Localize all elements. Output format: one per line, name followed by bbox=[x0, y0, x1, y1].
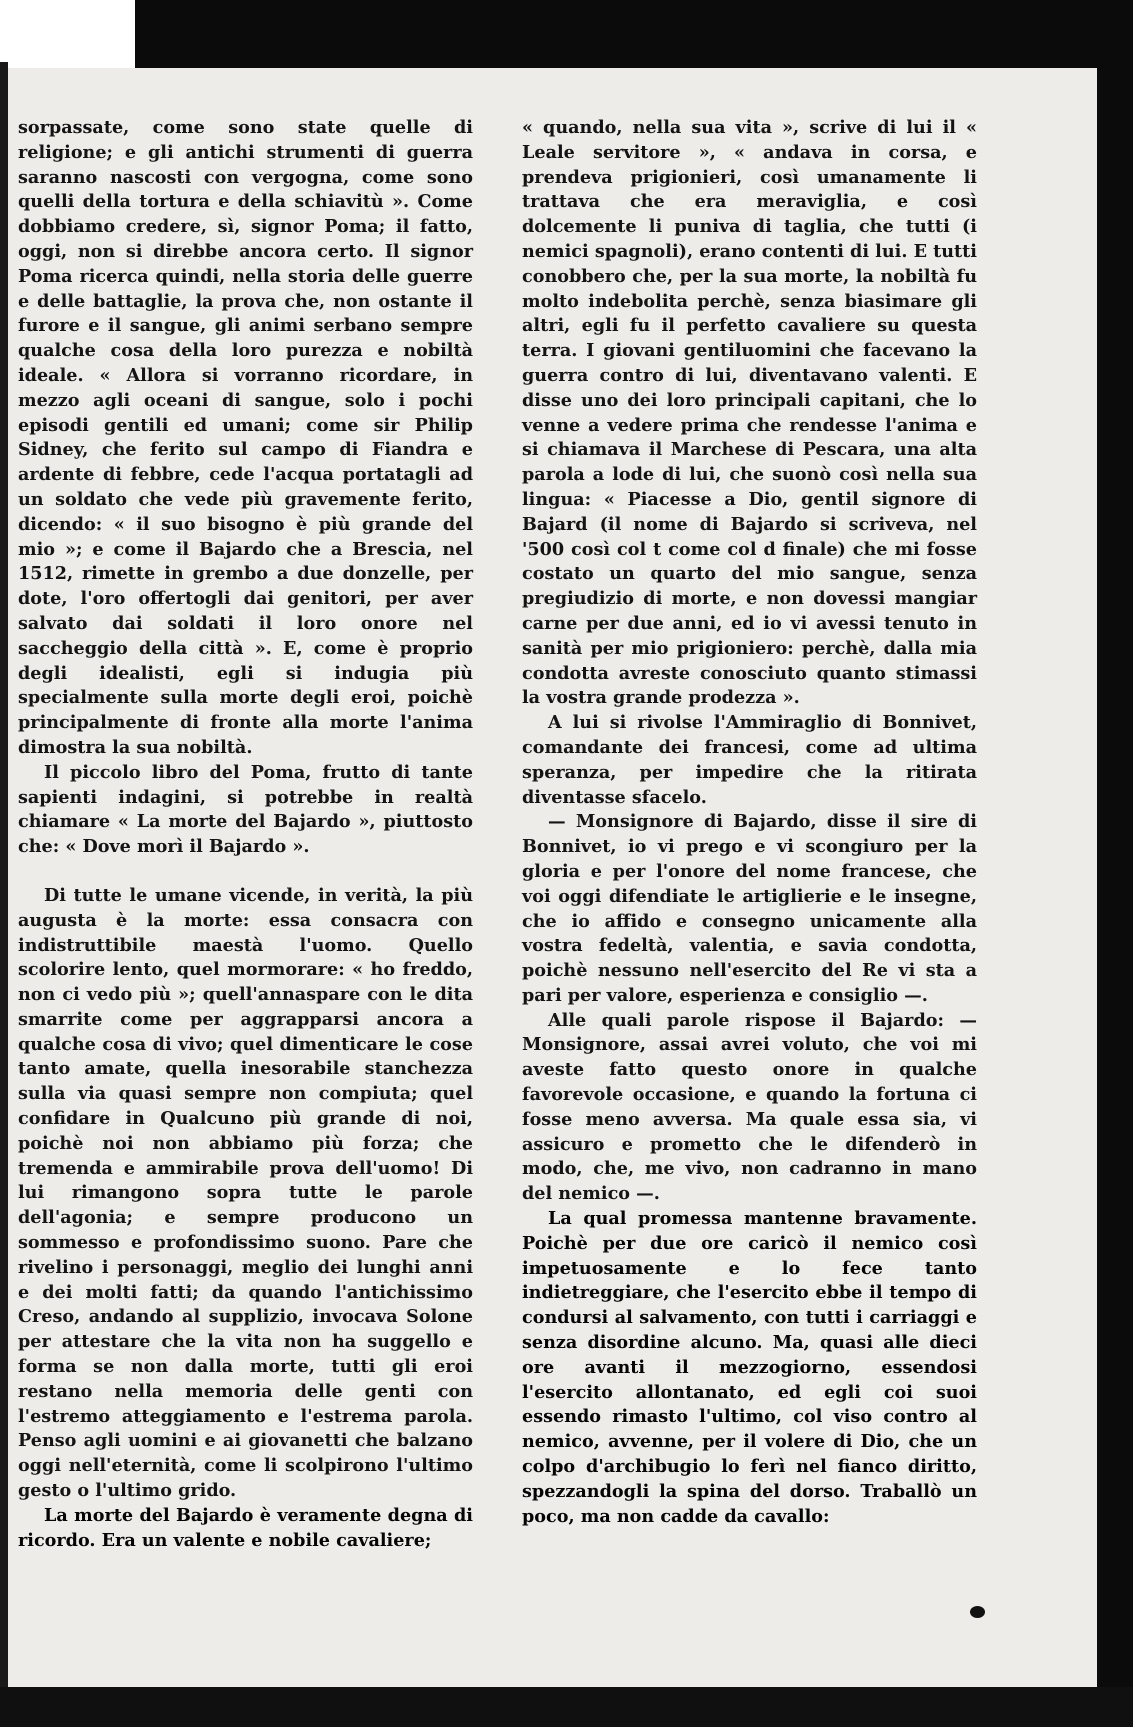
ink-mark bbox=[970, 1606, 985, 1618]
right-paragraph-5: La qual promessa mantenne bravamente. Poichè per due ore caricò il nemico così impetuosamente e lo fece tanto indietreggiare, che l'esercito ebbe il tempo di condursi al salvamento, con tutti i carriaggi e senza disordine alcuno. Ma, quasi alle dieci ore avanti il mezzogiorno, essendosi l'esercito allontanato, ed egli coi suoi essendo rimasto l'ultimo, col viso contro al nemico, avvenne, per il volere di Dio, che un colpo d'archibugio lo ferì nel fianco diritto, spezzandogli la spina del dorso. Traballò un poco, ma non cadde da cavallo: bbox=[522, 1208, 977, 1527]
right-paragraph-4: Alle quali parole rispose il Bajardo: — Monsignore, assai avrei voluto, che voi mi aveste fatto questo onore in qualche favorevole occasione, e quando la fortuna ci fosse meno avversa. Ma quale essa sia, vi assicuro e prometto che le difenderò in modo, che, me vivo, non cadranno in mano del nemico —. bbox=[522, 1009, 977, 1205]
right-paragraph-2: A lui si rivolse l'Ammiraglio di Bonnivet, comandante dei francesi, come ad ultima speranza, per impedire che la ritirata diventasse sfacelo. bbox=[522, 712, 977, 808]
left-paragraph-1: sorpassate, come sono state quelle di religione; e gli antichi strumenti di guerra saranno nascosti con vergogna, come sono quelli della tortura e della schiavitù ». Come dobbiamo credere, sì, signor Poma; il fatto, oggi, non si direbbe ancora certo. Il signor Poma ricerca quindi, nella storia delle guerre e delle battaglie, la prova che, non ostante il furore e il sangue, gli animi serbano sempre qualche cosa della loro purezza e nobiltà ideale. « Allora si vorranno ricordare, in mezzo agli oceani di sangue, solo i pochi episodi gentili ed umani; come sir Philip Sidney, che ferito sul campo di Fiandra e ardente di febbre, cede l'acqua portatagli ad un soldato che vede più gravemente ferito, dicendo: « il suo bisogno è più grande del mio »; e come il Bajardo che a Brescia, nel 1512, rimette in grembo a due donzelle, per dote, l'oro offertogli dai genitori, per aver salvato dai soldati il loro onore nel saccheggio della città ». E, come è proprio degli idealisti, egli si indugia più specialmente sulla morte degli eroi, poichè principalmente di fronte alla morte l'anima dimostra la sua nobiltà. bbox=[18, 117, 473, 758]
left-paragraph-2: Il piccolo libro del Poma, frutto di tante sapienti indagini, si potrebbe in realtà chiamare « La morte del Bajardo », piuttosto che: « Dove morì il Bajardo ». bbox=[18, 761, 473, 858]
scan-right-border bbox=[1097, 0, 1133, 1727]
left-paragraph-4: La morte del Bajardo è veramente degna di ricordo. Era un valente e nobile cavaliere; bbox=[18, 1504, 473, 1551]
right-paragraph-3: — Monsignore di Bajardo, disse il sire di Bonnivet, io vi prego e vi scongiuro per la gloria e per l'onore del nome francese, che voi oggi difendiate le artiglierie e le insegne, che io affido e consegno unicamente alla vostra fedeltà, valentia, e savia condotta, poichè nessuno nell'esercito del Re vi sta a pari per valore, esperienza e consiglio —. bbox=[522, 811, 977, 1006]
left-column bbox=[18, 116, 473, 1553]
scanned-page bbox=[8, 68, 1097, 1687]
scan-left-border bbox=[0, 62, 8, 1727]
right-column bbox=[522, 116, 977, 1529]
right-paragraph-1: « quando, nella sua vita », scrive di lui il « Leale servitore », « andava in corsa, e prendeva prigionieri, così umanamente li trattava che era meraviglia, e così dolcemente li puniva di taglia, che tutti (i nemici spagnoli), erano contenti di lui. E tutti conobbero che, per la sua morte, la nobiltà fu molto indebolita perchè, senza biasimare gli altri, egli fu il perfetto cavaliere su questa terra. I giovani gentiluomini che facevano la guerra contro di lui, diventavano valenti. E disse uno dei loro principali capitani, che lo venne a vedere prima che rendesse l'anima e si chiamava il Marchese di Pescara, una alta parola a lode di lui, che suonò così nella sua lingua: « Piacesse a Dio, gentil signore di Bajard (il nome di Bajardo si scriveva, nel '500 così col t come col d finale) che mi fosse costato un quarto del mio sangue, senza pregiudizio di morte, e non dovessi mangiar carne per due anni, ed io vi avessi tenuto in sanità per mio prigioniero: perchè, dalla mia condotta avreste conosciuto quanto stimassi la vostra grande prodezza ». bbox=[522, 117, 977, 709]
left-paragraph-3: Di tutte le umane vicende, in verità, la più augusta è la morte: essa consacra con indistruttibile maestà l'uomo. Quello scolorire lento, quel mormorare: « ho freddo, non ci vedo più »; quell'annaspare con le dita smarrite come per aggrapparsi ancora a qualche cosa di vivo; quel dimenticare le cose tanto amate, quella inesorabile stanchezza sulla via quasi sempre non compiuta; quel confidare in Qualcuno più grande di noi, poichè noi non abbiamo più forza; che tremenda e ammirabile prova dell'uomo! Di lui rimangono sopra tutte le parole dell'agonia; e sempre producono un sommesso e profondissimo suono. Pare che rivelino i personaggi, meglio dei lunghi anni e dei molti fatti; da quando l'antichissimo Creso, andando al supplizio, invocava Solone per attestare che la vita non ha suggello e forma se non dalla morte, tutti gli eroi restano nella memoria delle genti con l'estremo atteggiamento e l'estrema parola. Penso agli uomini e ai giovanetti che balzano oggi nell'eternità, come li scolpirono l'ultimo gesto o l'ultimo grido. bbox=[18, 884, 473, 1502]
scan-top-border bbox=[135, 0, 1133, 68]
scan-bottom-border bbox=[0, 1687, 1133, 1727]
scan-white-corner bbox=[0, 0, 135, 62]
